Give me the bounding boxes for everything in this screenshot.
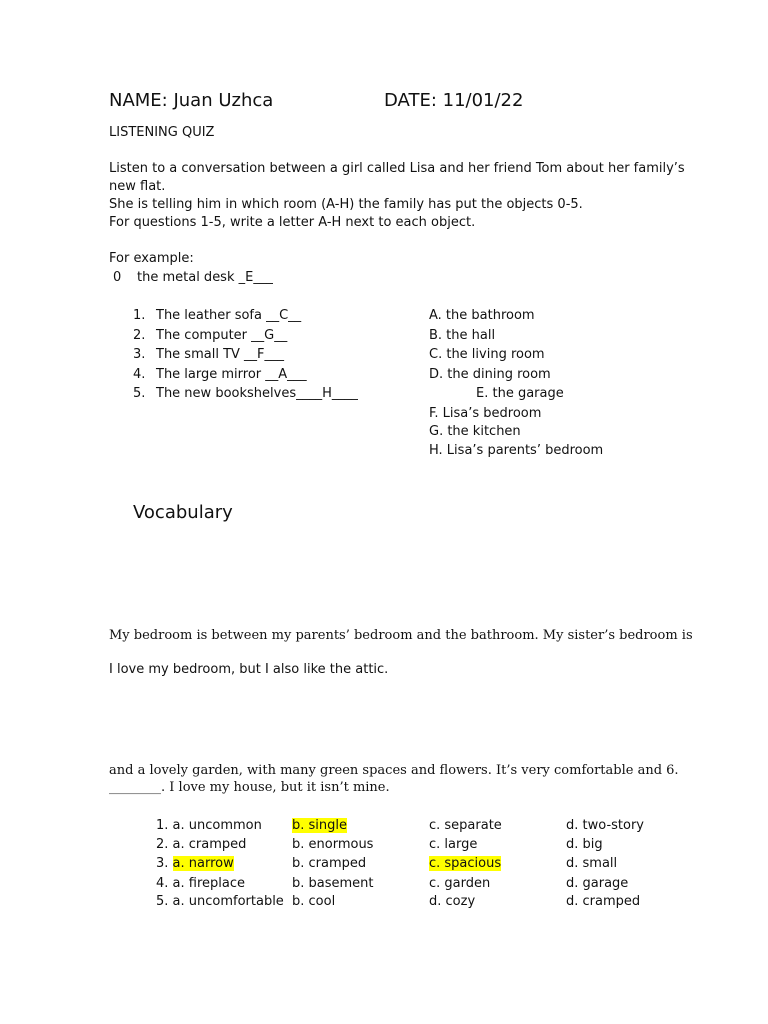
- question-text: The small TV __F___: [156, 347, 285, 362]
- room-option: G. the kitchen: [429, 424, 521, 439]
- option-2b: b. enormous: [292, 837, 374, 852]
- option-4d: d. garage: [566, 876, 629, 891]
- room-option: A. the bathroom: [429, 308, 535, 323]
- text-line: ________. I love my house, but it isn’t mine.: [109, 780, 390, 795]
- question-number: 2.: [133, 328, 146, 343]
- text-line: and a lovely garden, with many green spaces and flowers. It’s very comfortable and 6.: [109, 763, 679, 778]
- option-3a: [156, 856, 234, 871]
- listening-title: LISTENING QUIZ: [109, 125, 215, 140]
- text-line: I love my bedroom, but I also like the attic.: [109, 662, 389, 677]
- option-5c: d. cozy: [429, 894, 476, 909]
- vocabulary-heading: Vocabulary: [133, 502, 233, 523]
- instruction-line: new flat.: [109, 179, 166, 194]
- text-line: My bedroom is between my parents’ bedroom and the bathroom. My sister’s bedroom is: [109, 628, 693, 643]
- room-option: C. the living room: [429, 347, 545, 362]
- question-number: 4.: [133, 367, 146, 382]
- option-4a: 4. a. fireplace: [156, 876, 245, 891]
- question-number: 5.: [133, 386, 146, 401]
- student-name: NAME: Juan Uzhca: [109, 90, 274, 111]
- question-text: The large mirror __A___: [156, 367, 307, 382]
- option-3a-highlighted: a. narrow: [172, 856, 234, 871]
- option-2c: c. large: [429, 837, 478, 852]
- option-1a: 1. a. uncommon: [156, 818, 262, 833]
- option-5a: 5. a. uncomfortable: [156, 894, 284, 909]
- room-option: E. the garage: [476, 386, 564, 401]
- room-option: B. the hall: [429, 328, 496, 343]
- option-1b-highlighted: b. single: [292, 818, 348, 833]
- question-number: 1.: [133, 308, 146, 323]
- option-3d: d. small: [566, 856, 618, 871]
- option-4c: c. garden: [429, 876, 491, 891]
- option-1d: d. two-story: [566, 818, 644, 833]
- option-2a: 2. a. cramped: [156, 837, 247, 852]
- example-label: For example:: [109, 251, 194, 266]
- room-option: D. the dining room: [429, 367, 551, 382]
- option-3c-highlighted: c. spacious: [429, 856, 502, 871]
- instruction-line: She is telling him in which room (A-H) the family has put the objects 0-5.: [109, 197, 583, 212]
- option-5b: b. cool: [292, 894, 336, 909]
- example-number: 0: [113, 270, 122, 285]
- option-4b: b. basement: [292, 876, 374, 891]
- option-3b: b. cramped: [292, 856, 367, 871]
- instruction-line: For questions 1-5, write a letter A-H next to each object.: [109, 215, 476, 230]
- option-5d: d. cramped: [566, 894, 641, 909]
- option-3-number: 3.: [156, 856, 173, 871]
- room-option: H. Lisa’s parents’ bedroom: [429, 443, 604, 458]
- question-text: The computer __G__: [156, 328, 288, 343]
- room-option: F. Lisa’s bedroom: [429, 406, 542, 421]
- example-item: the metal desk _E___: [137, 270, 273, 285]
- question-number: 3.: [133, 347, 146, 362]
- option-1c: c. separate: [429, 818, 502, 833]
- option-2d: d. big: [566, 837, 603, 852]
- quiz-date: DATE: 11/01/22: [384, 90, 524, 111]
- instruction-line: Listen to a conversation between a girl called Lisa and her friend Tom about her family’s: [109, 161, 685, 176]
- question-text: The new bookshelves____H____: [156, 386, 358, 401]
- question-text: The leather sofa __C__: [156, 308, 302, 323]
